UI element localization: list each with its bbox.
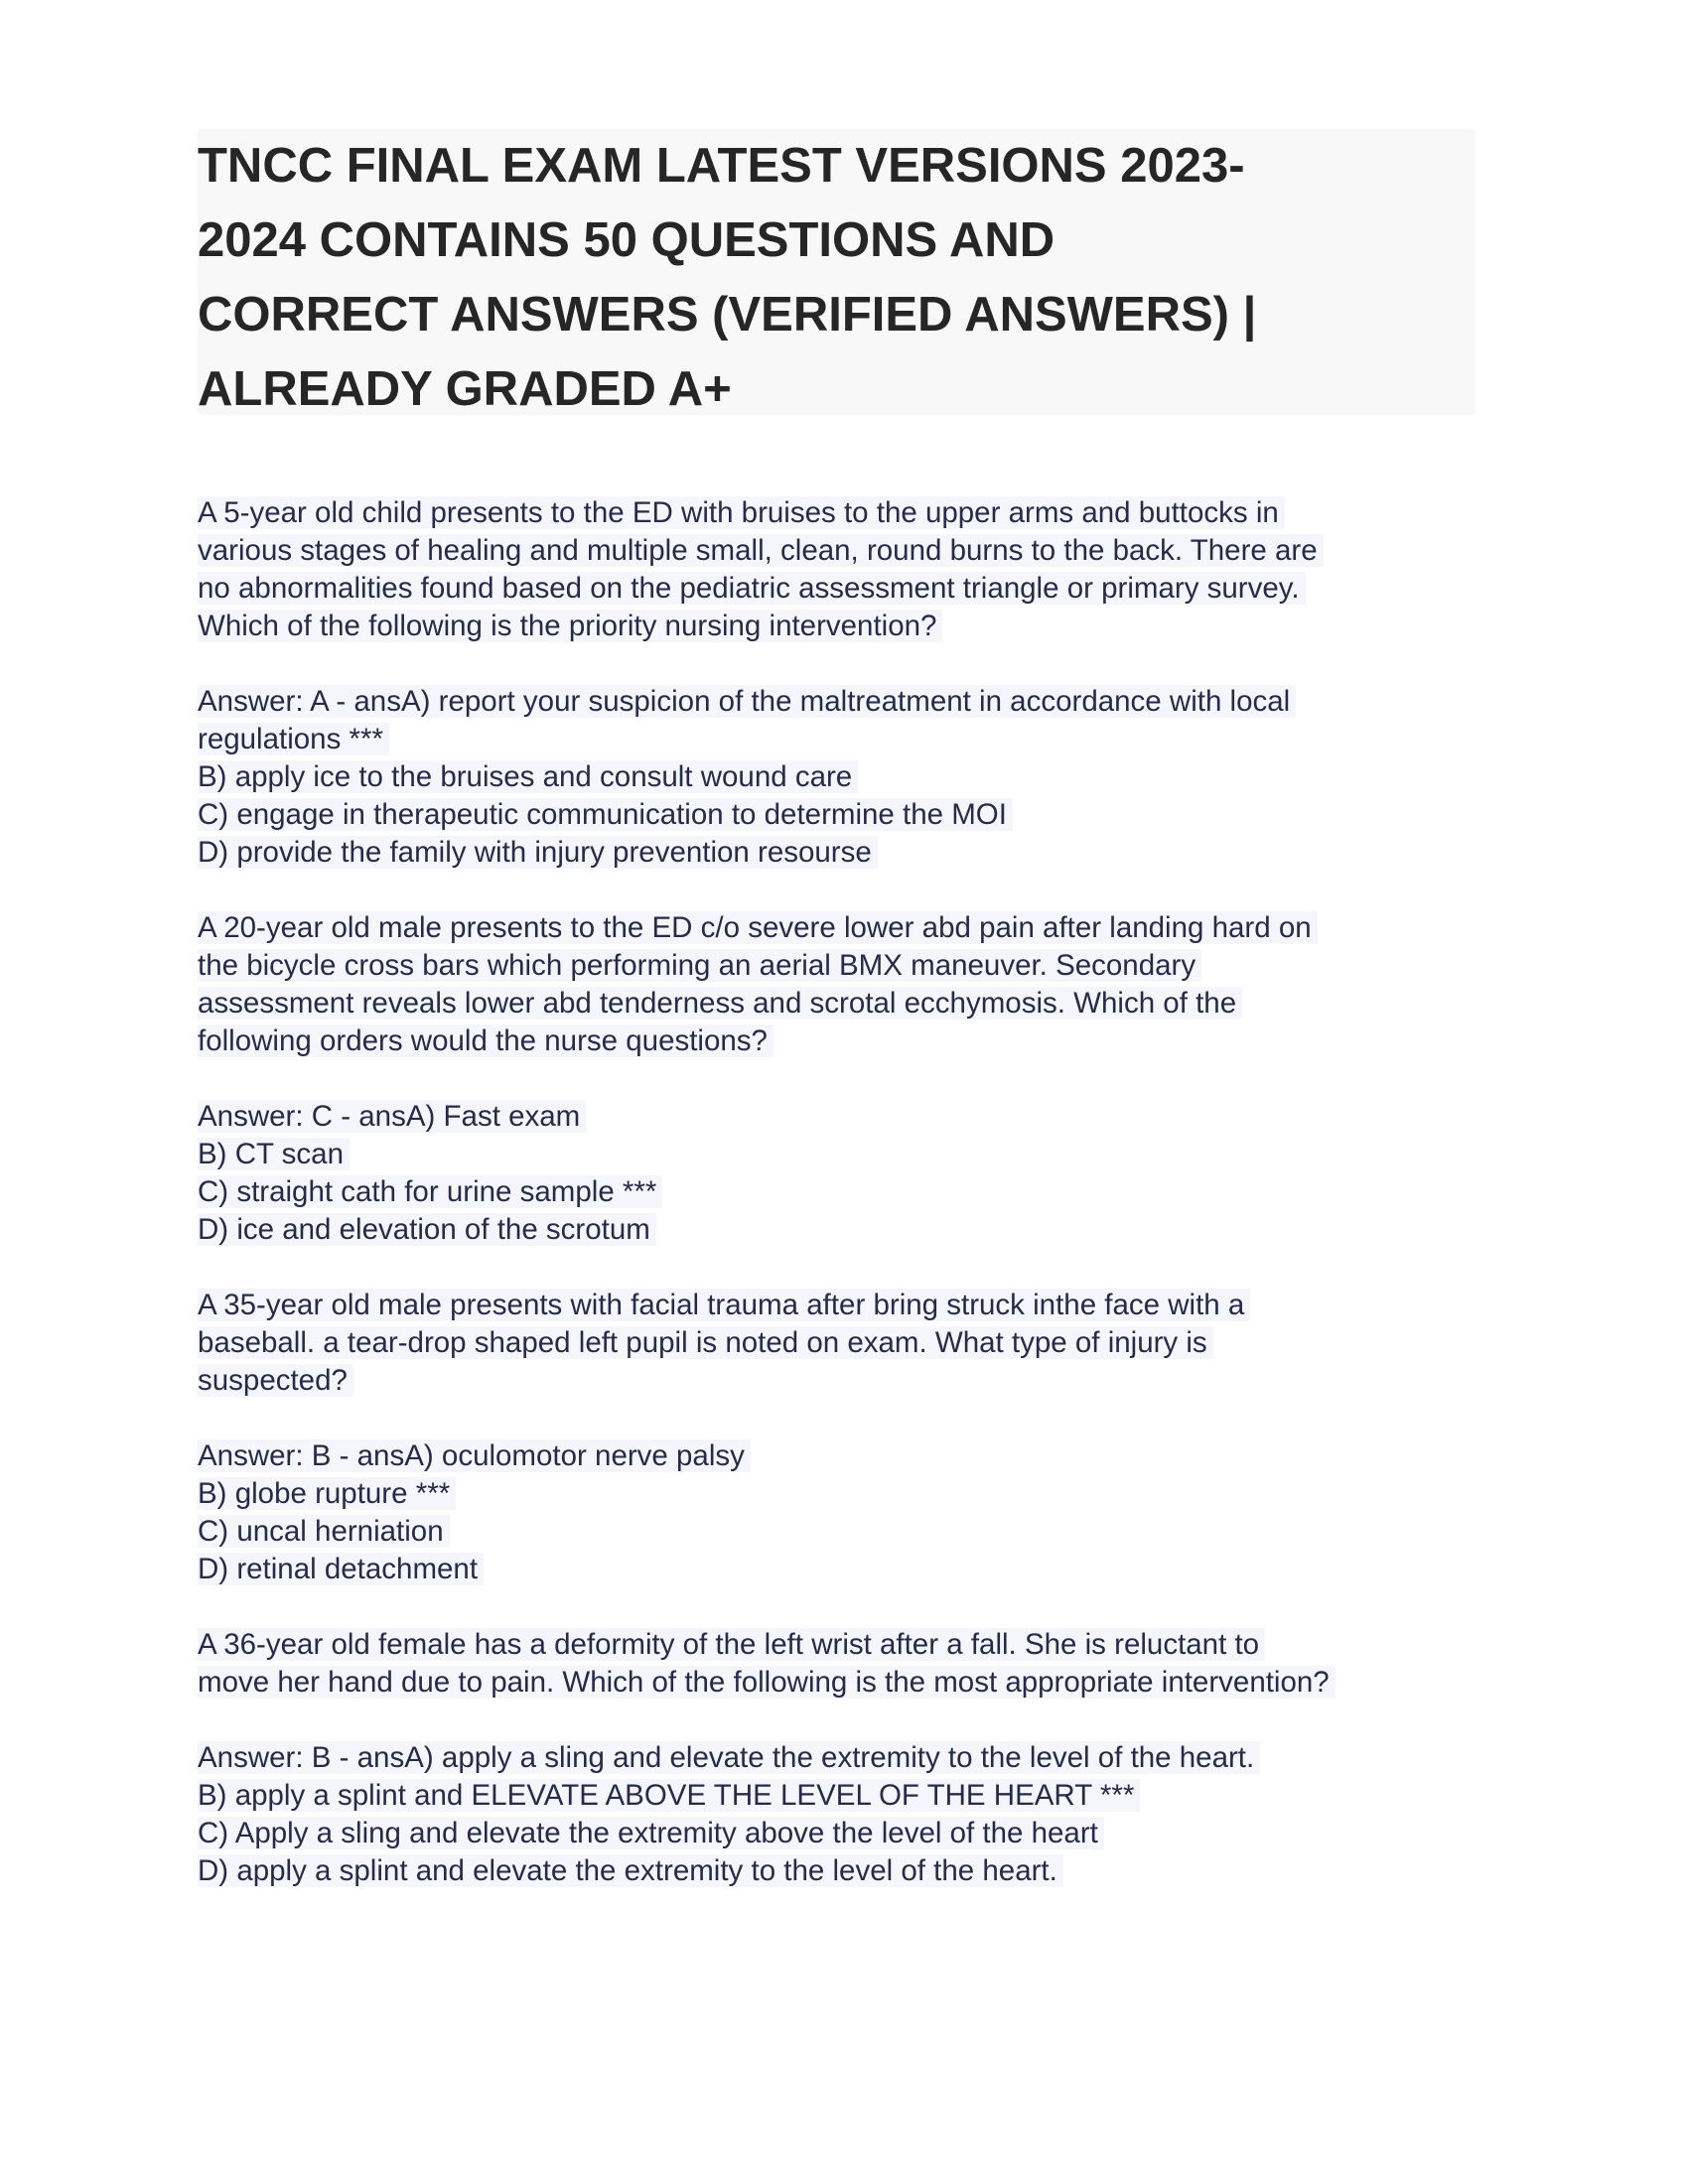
question-text-line [198,570,1508,608]
answer-text-line [198,1852,1508,1890]
title-line: 2024 CONTAINS 50 QUESTIONS AND [198,213,1055,267]
question-text: A 35-year old male presents with facial trauma after bring struck inthe face with a [198,1289,1250,1321]
question-text: suspected? [198,1364,353,1397]
question-text: move her hand due to pain. Which of the following is the most appropriate intervention? [198,1666,1336,1699]
answer-text: D) ice and elevation of the scrotum [198,1213,656,1246]
question-text-line [198,1324,1508,1362]
question-text: A 36-year old female has a deformity of the left wrist after a fall. She is reluctant to [198,1628,1265,1661]
answer-text: Answer: A - ansA) report your suspicion of the maltreatment in accordance with local [198,685,1296,718]
answer-text: Answer: B - ansA) apply a sling and elevate the extremity to the level of the heart. [198,1741,1260,1774]
question-text: assessment reveals lower abd tenderness and scrotal ecchymosis. Which of the [198,987,1242,1020]
title-line: ALREADY GRADED A+ [198,362,732,416]
answer-text-line [198,683,1508,721]
answer-text: D) apply a splint and elevate the extremity to the level of the heart. [198,1854,1063,1887]
question-text: A 5-year old child presents to the ED with bruises to the upper arms and buttocks in [198,496,1285,529]
answer-text-line [198,1551,1508,1588]
question-text: various stages of healing and multiple small, clean, round burns to the back. There are [198,534,1324,567]
answer-text: C) straight cath for urine sample *** [198,1175,662,1208]
answer-text: C) Apply a sling and elevate the extremity above the level of the heart [198,1817,1104,1849]
answer-text-line [198,1815,1508,1852]
question-text: the bicycle cross bars which performing an aerial BMX maneuver. Secondary [198,949,1201,982]
question-text: baseball. a tear-drop shaped left pupil is noted on exam. What type of injury is [198,1326,1213,1359]
answer-text-line [198,1739,1508,1777]
answer-text-line [198,1475,1508,1513]
question-text-line [198,532,1508,570]
question-text-line [198,947,1508,985]
question-text-line [198,985,1508,1023]
question-text: Which of the following is the priority nursing intervention? [198,610,942,642]
answer-text: C) uncal herniation [198,1515,450,1548]
answer-text-line [198,1173,1508,1211]
answer-text-line [198,1211,1508,1249]
title-line: CORRECT ANSWERS (VERIFIED ANSWERS) | [198,288,1257,341]
question-block [198,909,1508,1249]
answer-text-line [198,1136,1508,1173]
question-text-line [198,608,1508,645]
answer-text-line [198,1437,1508,1475]
question-text: A 20-year old male presents to the ED c/o severe lower abd pain after landing hard on [198,911,1318,944]
answer-text: B) CT scan [198,1138,350,1170]
question-text-line [198,909,1508,947]
answer-text-line [198,834,1508,872]
answer-text: D) retinal detachment [198,1553,484,1585]
answer-text-line [198,758,1508,796]
question-text-line [198,1362,1508,1400]
answer-text: C) engage in therapeutic communication to determine the MOI [198,798,1013,831]
answer-text: D) provide the family with injury prevention resourse [198,836,878,869]
answer-text-line [198,1777,1508,1815]
title-line: TNCC FINAL EXAM LATEST VERSIONS 2023- [198,139,1245,193]
question-text: following orders would the nurse questions? [198,1024,774,1057]
question-text-line [198,1287,1508,1324]
answer-text-line [198,721,1508,758]
question-text-line [198,1626,1508,1664]
answer-text: Answer: B - ansA) oculomotor nerve palsy [198,1439,751,1472]
question-text: no abnormalities found based on the pediatric assessment triangle or primary survey. [198,572,1306,605]
answer-text: B) apply ice to the bruises and consult wound care [198,760,858,793]
question-text-line [198,494,1508,532]
answer-text-line [198,1098,1508,1136]
document-title [198,129,1476,415]
answer-text: B) apply a splint and ELEVATE ABOVE THE LEVEL OF THE HEART *** [198,1779,1140,1812]
question-text-line [198,1023,1508,1060]
answer-text-line [198,1513,1508,1551]
answer-text: B) globe rupture *** [198,1477,456,1510]
answer-text: Answer: C - ansA) Fast exam [198,1100,586,1133]
question-block [198,494,1508,872]
answer-text-line [198,796,1508,834]
document-body [198,494,1508,1890]
question-text-line [198,1664,1508,1702]
question-block [198,1287,1508,1588]
answer-text: regulations *** [198,723,389,755]
question-block [198,1626,1508,1890]
